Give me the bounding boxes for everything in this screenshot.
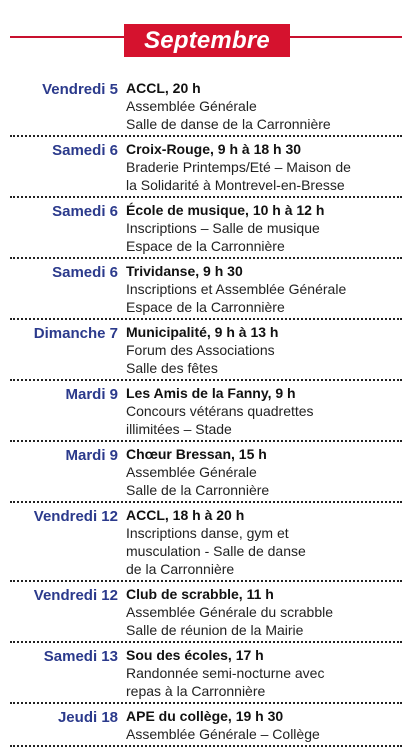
event-title: Croix-Rouge, 9 h à 18 h 30 <box>126 141 302 157</box>
event-row <box>10 320 402 381</box>
event-day: Vendredi 5 <box>42 81 118 98</box>
event-title: Les Amis de la Fanny, 9 h <box>126 385 296 401</box>
event-row <box>10 137 402 198</box>
event-detail-line: Salle de réunion de la Mairie <box>126 622 304 638</box>
event-detail-line: Salle de la Carronnière <box>126 482 270 498</box>
event-details <box>126 707 402 743</box>
event-detail-line: Assemblée Générale du scrabble <box>126 604 334 620</box>
event-detail-line: Salle des fêtes <box>126 360 218 376</box>
event-title: Club de scrabble, 11 h <box>126 586 274 602</box>
event-row <box>10 643 402 704</box>
event-day: Samedi 6 <box>52 264 118 281</box>
event-day: Vendredi 12 <box>33 587 118 604</box>
event-detail-line: la Solidarité à Montrevel-en-Bresse <box>126 177 345 193</box>
event-row <box>10 259 402 320</box>
event-day: Samedi 6 <box>52 203 118 220</box>
event-details <box>126 79 402 133</box>
event-detail-line: musculation - Salle de danse <box>126 543 306 559</box>
event-details <box>126 646 402 700</box>
event-title: ACCL, 18 h à 20 h <box>126 507 245 523</box>
event-detail-line: Inscriptions – Salle de musique <box>126 220 320 236</box>
event-row <box>10 503 402 582</box>
event-detail-line: de la Carronnière <box>126 561 235 577</box>
event-detail-line: Inscriptions danse, gym et <box>126 525 289 541</box>
event-day: Vendredi 12 <box>33 508 118 525</box>
event-title: APE du collège, 19 h 30 <box>126 708 284 724</box>
event-details <box>126 506 402 578</box>
event-detail-line: Assemblée Générale <box>126 98 257 114</box>
event-details <box>126 262 402 316</box>
event-row <box>10 582 402 643</box>
event-detail-line: Salle de danse de la Carronnière <box>126 116 331 132</box>
event-details <box>126 140 402 194</box>
event-row <box>10 381 402 442</box>
event-title: Chœur Bressan, 15 h <box>126 446 267 462</box>
event-details <box>126 201 402 255</box>
event-detail-line: Espace de la Carronnière <box>126 299 285 315</box>
event-title: ACCL, 20 h <box>126 80 201 96</box>
event-detail-line: Forum des Associations <box>126 342 275 358</box>
event-detail-line: Inscriptions et Assemblée Générale <box>126 281 347 297</box>
event-detail-line: repas à la Carronnière <box>126 683 266 699</box>
event-detail-line: Randonnée semi-nocturne avec <box>126 665 325 681</box>
event-details <box>126 585 402 639</box>
event-day: Mardi 9 <box>65 447 118 464</box>
event-day: Jeudi 18 <box>57 709 118 726</box>
event-day: Dimanche 7 <box>33 325 118 342</box>
event-details <box>126 384 402 438</box>
event-row <box>10 198 402 259</box>
event-detail-line: Assemblée Générale – Collège <box>126 726 320 742</box>
event-row <box>10 76 402 137</box>
event-details <box>126 323 402 377</box>
event-detail-line: illimitées – Stade <box>126 421 232 437</box>
event-row <box>10 704 402 747</box>
event-day: Samedi 6 <box>52 142 118 159</box>
event-title: Trividanse, 9 h 30 <box>126 263 243 279</box>
month-title: Septembre <box>124 24 290 57</box>
event-title: École de musique, 10 h à 12 h <box>126 202 325 218</box>
event-day: Mardi 9 <box>65 386 118 403</box>
event-details <box>126 445 402 499</box>
event-detail-line: Concours vétérans quadrettes <box>126 403 314 419</box>
event-day: Samedi 13 <box>43 648 118 665</box>
events-list <box>10 76 402 747</box>
event-row <box>10 442 402 503</box>
event-detail-line: Assemblée Générale <box>126 464 257 480</box>
event-title: Sou des écoles, 17 h <box>126 647 264 663</box>
event-detail-line: Espace de la Carronnière <box>126 238 285 254</box>
event-title: Municipalité, 9 h à 13 h <box>126 324 279 340</box>
event-detail-line: Braderie Printemps/Eté – Maison de <box>126 159 351 175</box>
